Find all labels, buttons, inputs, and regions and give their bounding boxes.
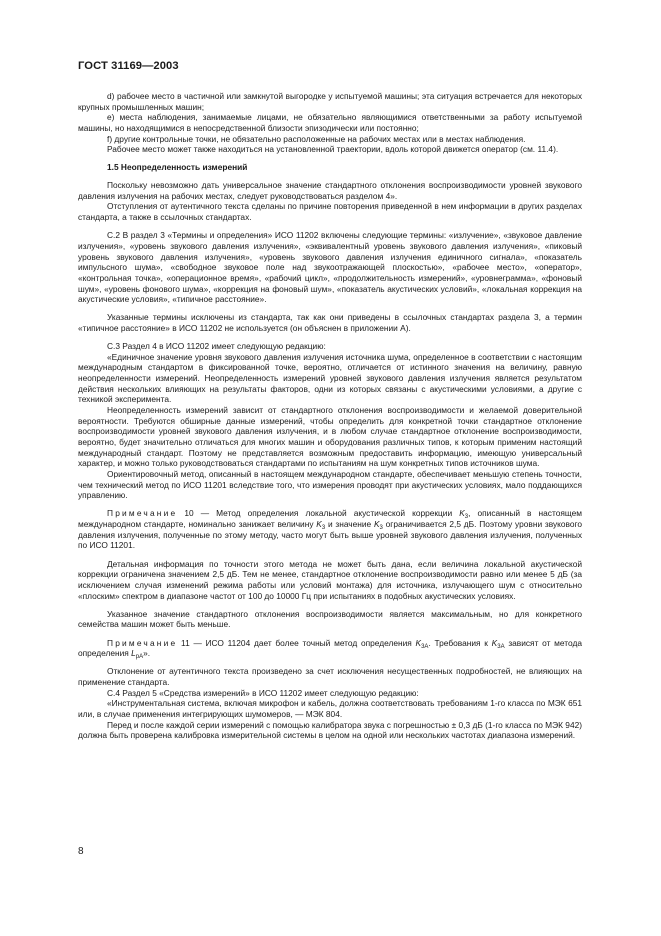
paragraph: Отступления от аутентичного текста сделаны по причине повторения приведенной в нем информации в других разделах стандарта, а также в ссылочных стандартах.	[78, 201, 582, 223]
document-body	[78, 91, 582, 741]
section-heading: 1.5 Неопределенность измерений	[107, 162, 248, 173]
document-header: ГОСТ 31169—2003	[78, 60, 179, 72]
paragraph: Рабочее место может также находиться на установленной траектории, вдоль которой движется оператор (см. 11.4).	[107, 144, 559, 155]
paragraph: С.4 Раздел 5 «Средства измерений» в ИСО 11202 имеет следующую редакцию:	[107, 687, 419, 698]
paragraph: Неопределенность измерений зависит от стандартного отклонения воспроизводимости и желаемой доверительной вероятности. Требуются обширные данные измерений, чтобы определить для конкретной точки стандартное отклонение воспроизводимости уровней звукового давления излучения, и в любом случае стандартное отклонение воспроизводимости, вероятно, будет значительно отличаться для многих машин и оборудования различных типов, к которым применим настоящий международный стандарт. Поэтому не представляется возможным предоставить информацию, имеющую универсальный характер, и можно только руководствоваться стандартами по испытаниям на шум конкретных типов источников шума.	[78, 405, 582, 469]
paragraph: «Инструментальная система, включая микрофон и кабель, должна соответствовать требованиям 1-го класса по МЭК 651 или, в случае применения интегрирующих шумомеров, — МЭК 804.	[78, 698, 582, 719]
note-11: Примечание 11 — ИСО 11204 дает более точный метод определения $K_{3A}$. Требования к $K_{3A}$ зависят от метода определения $L_{pA}$».	[78, 637, 582, 661]
note-label: Примечание	[107, 637, 178, 648]
list-item-e: e) места наблюдения, занимаемые лицами, не обязательно являющимися ответственными за работу испытуемой машины, но находящимися в непосредственной близости эпизодически или постоянно;	[78, 112, 582, 133]
page-number: 8	[78, 846, 84, 857]
paragraph: «Единичное значение уровня звукового давления излучения источника шума, определенное в соответствии с настоящим международным стандартом в фиксированной точке, вероятно, отличается от истинного значения на величину, равную неопределенности измерений. Неопределенность измерений уровней звукового давления излучения является результатом действия нескольких влияющих на результаты факторов, одни из которых связаны с акустическими условиями, а другие с техникой эксперимента.	[78, 351, 582, 405]
note-label: Примечание	[107, 508, 178, 519]
paragraph: С.3 Раздел 4 в ИСО 11202 имеет следующую редакцию:	[107, 341, 326, 352]
list-item-d: d) рабочее место в частичной или замкнутой выгородке у испытуемой машины; эта ситуация встречается для некоторых крупных промышленных машин;	[78, 91, 582, 112]
paragraph: Указанное значение стандартного отклонения воспроизводимости является максимальным, но для конкретного семейства машин может быть меньше.	[78, 608, 582, 630]
paragraph: Перед и после каждой серии измерений с помощью калибратора звука с погрешностью ± 0,3 дБ (1-го класса по МЭК 942) должна быть проверена калибровка измерительной системы в целом на одной или нескольких частотах диапазона измерений.	[78, 719, 582, 741]
paragraph: Детальная информация по точности этого метода не может быть дана, если величина локальной акустической коррекции ограничена значением 2,5 дБ. Тем не менее, стандартное отклонение воспроизводимости равно или менее 5 дБ (за исключением случая изменений режима работы или условий монтажа) для источника, излучающего шум с относительно «плоским» спектром в диапазоне частот от 100 до 10000 Гц при испытаниях в подобных акустических условиях.	[78, 558, 582, 601]
list-item-f: f) другие контрольные точки, не обязательно расположенные на рабочих местах или в местах наблюдения.	[107, 133, 526, 144]
paragraph: С.2 В раздел 3 «Термины и определения» ИСО 11202 включены следующие термины: «излучение», «звуковое давление излучения», «уровень звукового давления излучения», «эквивалентный уровень звукового давления излучения», «пиковый уровень звукового давления излучения», «уровень звукового давления излучения единичного сигнала», «показатель импульсного шума», «свободное звуковое поле над звукоотражающей плоскостью», «рабочее место», «оператор», «контрольная точка», «операционное время», «рабочий цикл», «продолжительность измерений», «уровнеграмма», «фоновый шум», «уровень фонового шума», «коррекция на фоновый шум», «показатель акустических условий», «локальная коррекция на акустические условия», «типичное расстояние».	[78, 230, 582, 305]
paragraph: Поскольку невозможно дать универсальное значение стандартного отклонения воспроизводимости уровней звукового давления излучения на рабочих местах, следует руководствоваться разделом 4».	[78, 180, 582, 201]
paragraph: Указанные термины исключены из стандарта, так как они приведены в ссылочных стандартах раздела 3, а термин «типичное расстояние» в ИСО 11202 не используется (он объяснен в приложении А).	[78, 312, 582, 333]
paragraph: Ориентировочный метод, описанный в настоящем международном стандарте, обеспечивает меньшую степень точности, чем технический метод по ИСО 11201 вследствие того, что измерения проводят при акустических условиях, мало поддающихся управлению.	[78, 469, 582, 501]
note-10: Примечание 10 — Метод определения локальной акустической коррекции $K_3$, описанный в настоящем международном стандарте, номинально занижает величину $K_3$ и значение $K_3$ ограничивается 2,5 дБ. Поэтому уровни звукового давления излучения, полученные по этому методу, часто могут быть выше уровней звукового давления излучения, полученных по ИСО 11201.	[78, 508, 583, 551]
paragraph: Отклонение от аутентичного текста произведено за счет исключения несущественных подробностей, не влияющих на применение стандарта.	[78, 666, 582, 687]
